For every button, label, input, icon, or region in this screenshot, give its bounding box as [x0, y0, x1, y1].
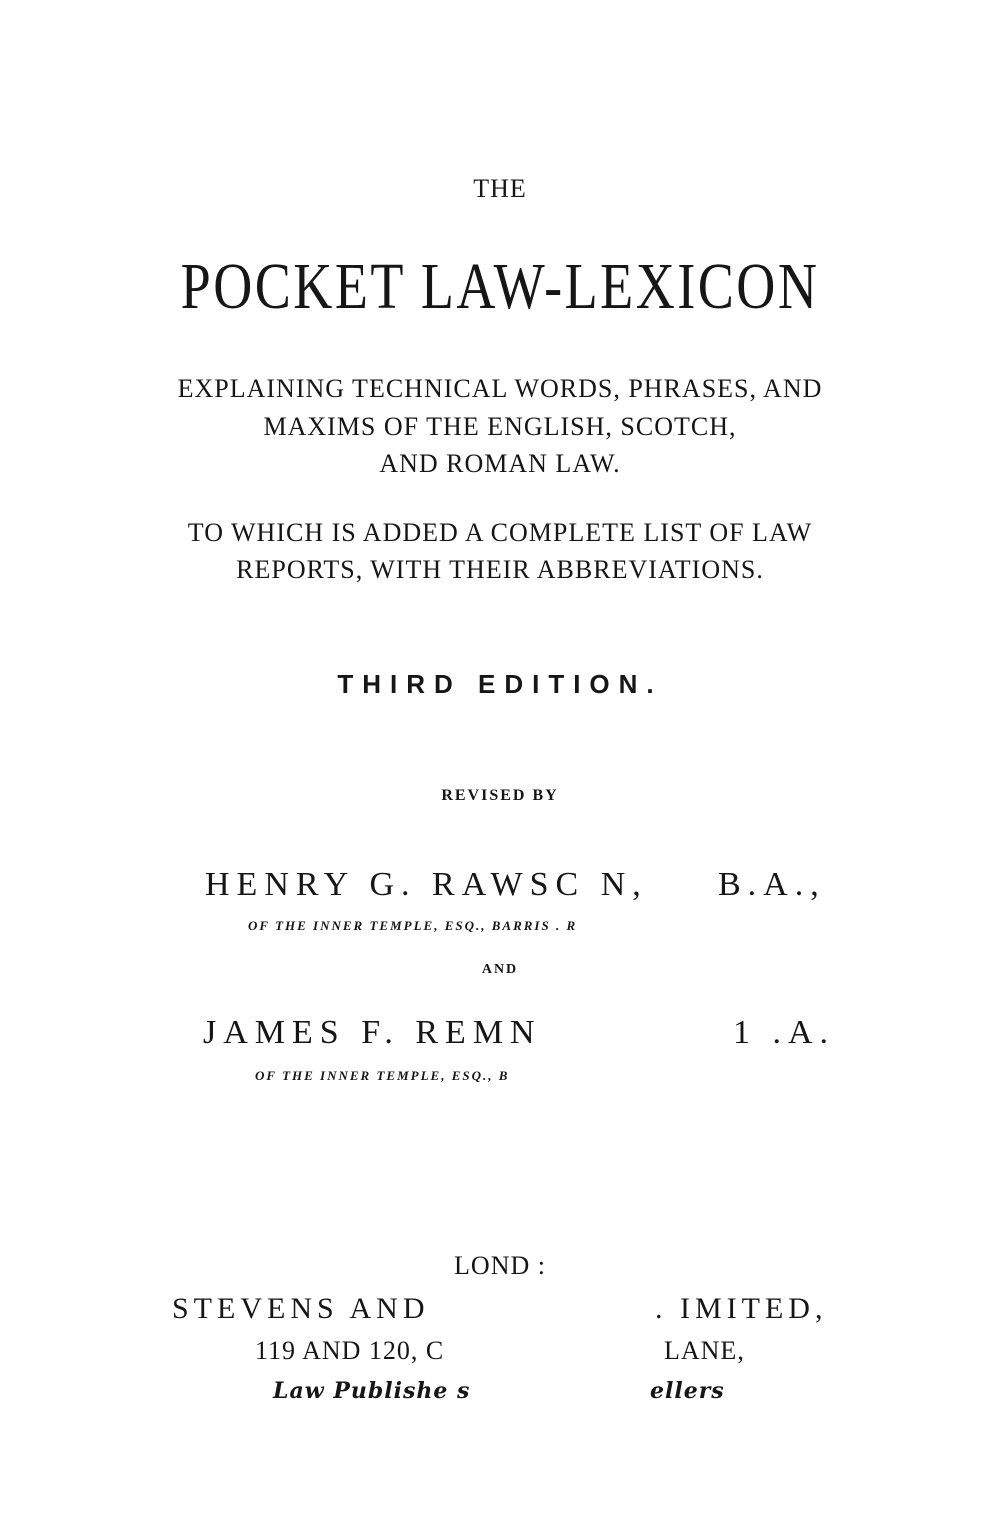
and-separator: AND — [481, 962, 519, 977]
edition-label: THIRD EDITION. — [337, 669, 663, 699]
description-line-1: EXPLAINING TECHNICAL WORDS, PHRASES, AND — [177, 374, 823, 403]
title-the: THE — [473, 174, 527, 203]
author-2-name: JAMES F. REMN — [203, 1014, 542, 1051]
publisher-name-left: STEVENS AND — [172, 1292, 430, 1325]
revised-by-label: REVISED BY — [441, 787, 559, 804]
author-1-degree: B.A., — [718, 866, 826, 903]
description-line-5: REPORTS, WITH THEIR ABBREVIATIONS. — [236, 555, 764, 584]
publisher-name-right: . IMITED, — [655, 1292, 828, 1325]
imprint-city: LOND : — [454, 1251, 546, 1280]
trade-line-left: Law Publishe s — [273, 1378, 471, 1404]
book-title: POCKET LAW-LEXICON — [180, 250, 820, 323]
address-left: 119 AND 120, C — [255, 1336, 445, 1365]
trade-line-right: ellers — [650, 1378, 725, 1404]
author-2-affiliation: OF THE INNER TEMPLE, ESQ., B — [255, 1068, 510, 1083]
description-line-2: MAXIMS OF THE ENGLISH, SCOTCH, — [263, 412, 737, 441]
author-1-affiliation: OF THE INNER TEMPLE, ESQ., BARRIS . R — [248, 918, 578, 933]
description-line-3: AND ROMAN LAW. — [379, 449, 621, 478]
author-1-name: HENRY G. RAWSC N, — [205, 866, 648, 903]
author-2-degree: 1 .A. — [733, 1014, 836, 1051]
address-right: LANE, — [664, 1336, 745, 1365]
description-line-4: TO WHICH IS ADDED A COMPLETE LIST OF LAW — [187, 518, 813, 547]
